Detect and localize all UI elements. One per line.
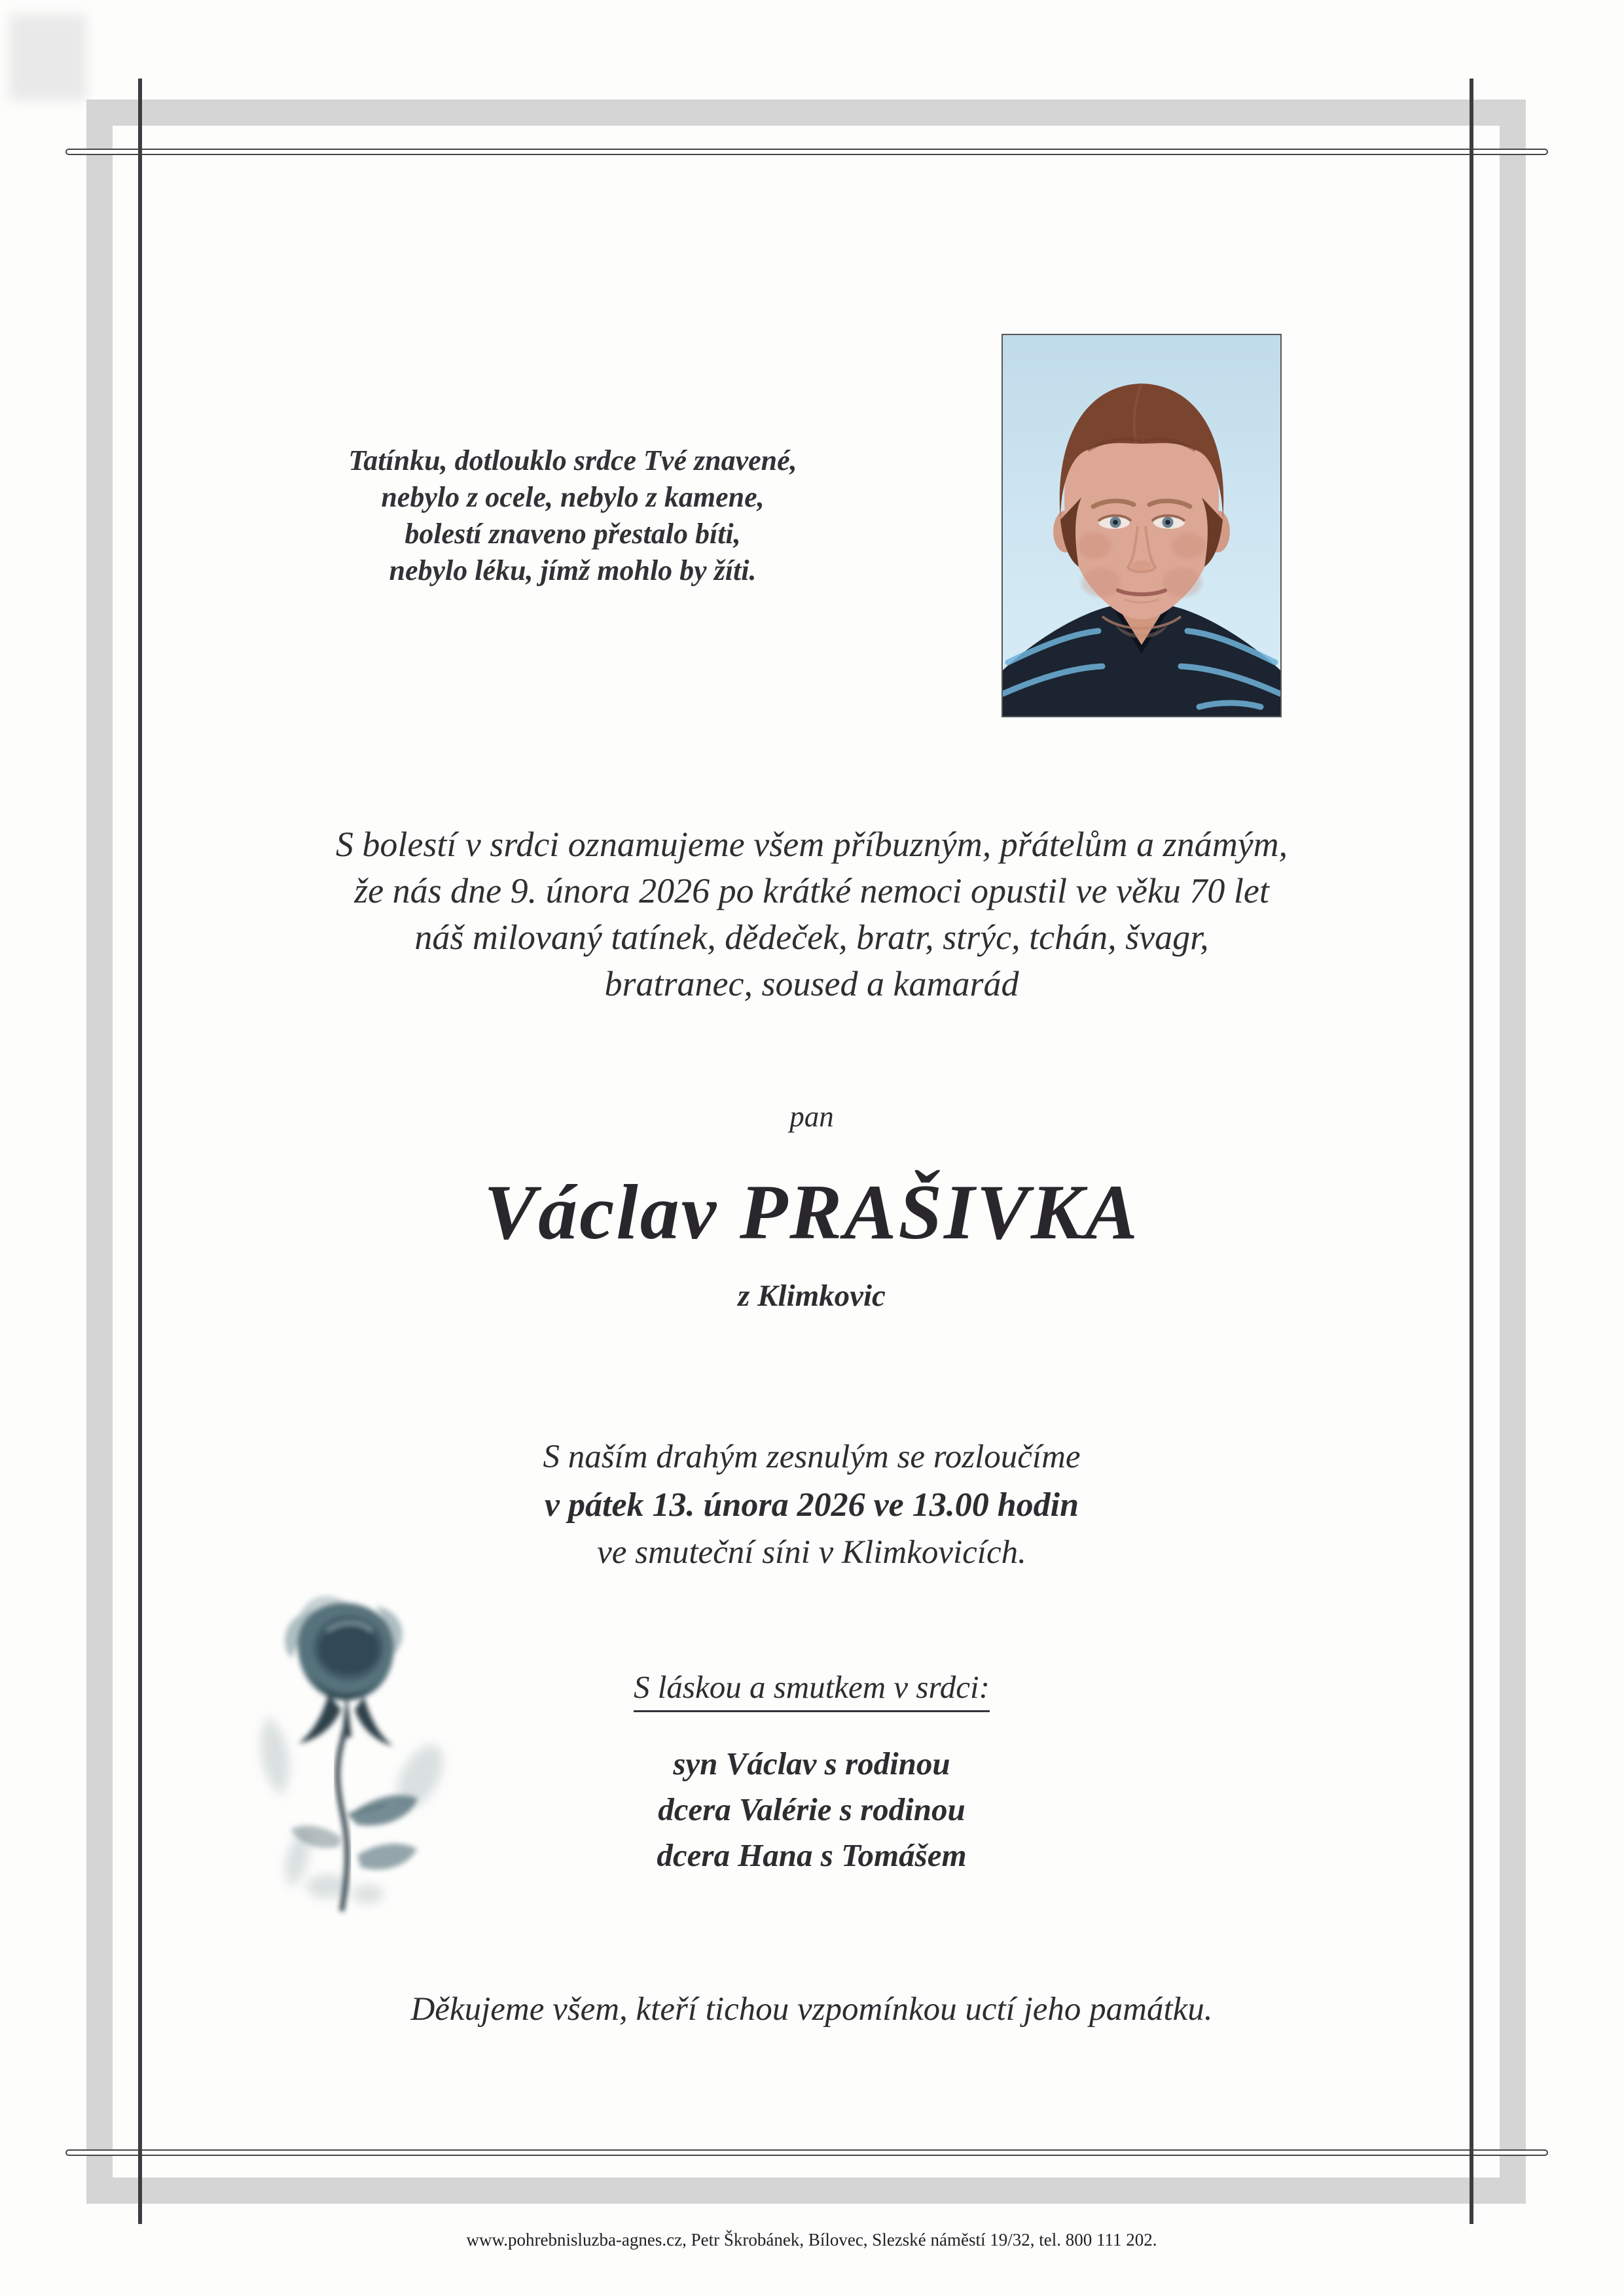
announcement-line: S bolestí v srdci oznamujeme všem příbuzným, přátelům a známým, [335, 825, 1288, 864]
mourners-heading [98, 1668, 1525, 1712]
poem-line: bolestí znaveno přestalo bíti, [405, 518, 741, 550]
death-announcement [98, 821, 1525, 1007]
top-rule-bar [65, 149, 1548, 155]
honorific: pan [789, 1100, 834, 1133]
scan-shadow [9, 14, 86, 101]
farewell-details [98, 1433, 1525, 1577]
mourners-heading-text: S láskou a smutkem v srdci: [634, 1668, 990, 1712]
portrait-illustration [1003, 335, 1280, 716]
announcement-line: že nás dne 9. února 2026 po krátké nemoci opustil ve věku 70 let [354, 871, 1269, 910]
deceased-name: Václav PRAŠIVKA [484, 1168, 1140, 1255]
left-rule-line [138, 79, 142, 2224]
announcement-line: bratranec, soused a kamarád [604, 964, 1019, 1003]
mourner-item: syn Václav s rodinou [673, 1746, 950, 1782]
mourner-item: dcera Valérie s rodinou [658, 1791, 965, 1827]
memorial-poem [223, 442, 923, 589]
bottom-rule-bar [65, 2149, 1548, 2156]
poem-line: nebylo léku, jímž mohlo by žíti. [389, 554, 757, 586]
portrait-photo [1001, 334, 1282, 717]
right-rule-line [1470, 79, 1473, 2224]
deceased-origin: z Klimkovic [738, 1279, 886, 1313]
poem-line: Tatínku, dotlouklo srdce Tvé znavené, [348, 444, 797, 476]
mourner-item: dcera Hana s Tomášem [657, 1837, 967, 1873]
farewell-line: S naším drahým zesnulým se rozloučíme [543, 1439, 1081, 1475]
farewell-place: ve smuteční síni v Klimkovicích. [597, 1534, 1026, 1571]
funeral-service-footer: www.pohrebnisluzba-agnes.cz, Petr Škrobánek, Bílovec, Slezské náměstí 19/32, tel. 800 111 202. [466, 2230, 1157, 2250]
announcement-line: náš milovaný tatínek, dědeček, bratr, strýc, tchán, švagr, [414, 918, 1209, 957]
mourners-list [98, 1741, 1525, 1878]
poem-line: nebylo z ocele, nebylo z kamene, [381, 481, 765, 513]
thanks-line: Děkujeme všem, kteří tichou vzpomínkou uctí jeho památku. [410, 1991, 1213, 2028]
farewell-date-time: v pátek 13. února 2026 ve 13.00 hodin [544, 1486, 1079, 1524]
